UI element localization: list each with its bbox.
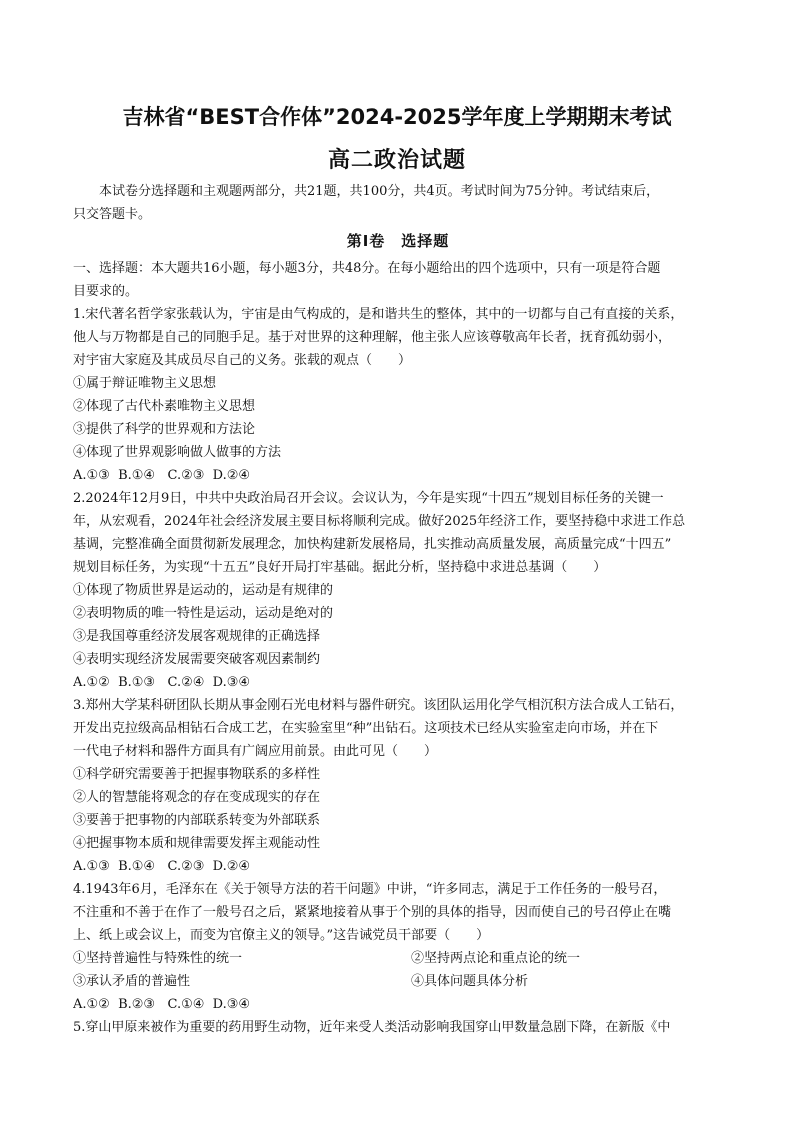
option-item: ①属于辩证唯物主义思想 (73, 376, 217, 391)
option-item: ④表明实现经济发展需要突破客观因素制约 (73, 652, 321, 667)
exam-title: 吉林省“BEST合作体”2024-2025学年度上学期期末考试 (122, 105, 672, 129)
answer-choices: A.①② B.①③ C.②④ D.③④ (73, 675, 251, 690)
option-item: ②表明物质的唯一特性是运动，运动是绝对的 (73, 606, 334, 621)
answer-choices: A.①② B.②③ C.①④ D.③④ (73, 997, 251, 1012)
exam-content (73, 180, 723, 1039)
section-title: 第Ⅰ卷 选择题 (346, 232, 450, 250)
option-row (73, 947, 723, 970)
question-stem: 年，从宏观看，2024年社会经济发展主要目标将顺利完成。做好2025年经济工作，要坚持稳中求进工作总 (73, 514, 686, 529)
option-item: ②坚持两点论和重点论的统一 (411, 951, 581, 966)
option-item: ①坚持普遍性与特殊性的统一 (73, 951, 243, 966)
question-stem: 他人与万物都是自己的同胞手足。基于对世界的这种理解，他主张人应该尊敬高年长者，抚育孤幼弱小， (73, 330, 672, 345)
question-stem: 2.2024年12月9日，中共中央政治局召开会议。会议认为，今年是实现“十四五”规划目标任务的关键一 (73, 491, 664, 506)
question-2 (73, 487, 723, 694)
question-stem: 3.郑州大学某科研团队长期从事金刚石光电材料与器件研究。该团队运用化学气相沉积方法合成人工钻石， (73, 698, 684, 713)
question-stem: 一代电子材料和器件方面具有广阔应用前景。由此可见（ ） (73, 744, 438, 759)
question-stem: 5.穿山甲原来被作为重要的药用野生动物，近年来受人类活动影响我国穿山甲数量急剧下降，在新版《中 (73, 1020, 671, 1035)
instructions-line: 只交答题卡。 (73, 207, 152, 222)
question-5 (73, 1016, 723, 1039)
option-item: ②体现了古代朴素唯物主义思想 (73, 399, 256, 414)
question-3 (73, 694, 723, 878)
question-1 (73, 303, 723, 487)
exam-subtitle: 高二政治试题 (327, 148, 466, 173)
section-intro: 目要求的。 (73, 284, 139, 299)
option-item: ①体现了物质世界是运动的，运动是有规律的 (73, 583, 334, 598)
answer-choices: A.①③ B.①④ C.②③ D.②④ (73, 859, 251, 874)
question-stem: 4.1943年6月，毛泽东在《关于领导方法的若干问题》中讲，“许多同志，满足于工作任务的一般号召， (73, 882, 667, 897)
question-4 (73, 878, 723, 1016)
option-item: ①科学研究需要善于把握事物联系的多样性 (73, 767, 321, 782)
option-item: ④具体问题具体分析 (411, 974, 529, 989)
question-stem: 对宇宙大家庭及其成员尽自己的义务。张载的观点（ ） (73, 353, 412, 368)
option-row (73, 970, 723, 993)
question-stem: 上、纸上或会议上，而变为官僚主义的领导。”这告诫党员干部要（ ） (73, 928, 490, 943)
answer-choices: A.①③ B.①④ C.②③ D.②④ (73, 468, 251, 483)
option-item: ④体现了世界观影响做人做事的方法 (73, 445, 282, 460)
option-item: ④把握事物本质和规律需要发挥主观能动性 (73, 836, 321, 851)
instructions-line: 本试卷分选择题和主观题两部分，共21题，共100分，共4页。考试时间为75分钟。考试结束后， (99, 184, 660, 199)
option-item: ③是我国尊重经济发展客观规律的正确选择 (73, 629, 321, 644)
option-item: ③承认矛盾的普遍性 (73, 974, 191, 989)
option-item: ③提供了科学的世界观和方法论 (73, 422, 256, 437)
question-stem: 1.宋代著名哲学家张载认为，宇宙是由气构成的，是和谐共生的整体，其中的一切都与自己有直接的关系， (73, 307, 684, 322)
question-stem: 基调，完整准确全面贯彻新发展理念，加快构建新发展格局，扎实推动高质量发展，高质量完成“十四五” (73, 537, 672, 552)
option-item: ③要善于把事物的内部联系转变为外部联系 (73, 813, 321, 828)
question-stem: 规划目标任务，为实现“十五五”良好开局打牢基础。据此分析，坚持稳中求进总基调（ ） (73, 560, 607, 575)
question-stem: 开发出克拉级高品相钻石合成工艺，在实验室里“种”出钻石。这项技术已经从实验室走向市场，并在下 (73, 721, 659, 736)
option-item: ②人的智慧能将观念的存在变成现实的存在 (73, 790, 321, 805)
section-intro: 一、选择题：本大题共16小题，每小题3分，共48分。在每小题给出的四个选项中，只有一项是符合题 (73, 261, 661, 276)
question-stem: 不注重和不善于在作了一般号召之后，紧紧地接着从事于个别的具体的指导，因而使自己的号召停止在嘴 (73, 905, 672, 920)
